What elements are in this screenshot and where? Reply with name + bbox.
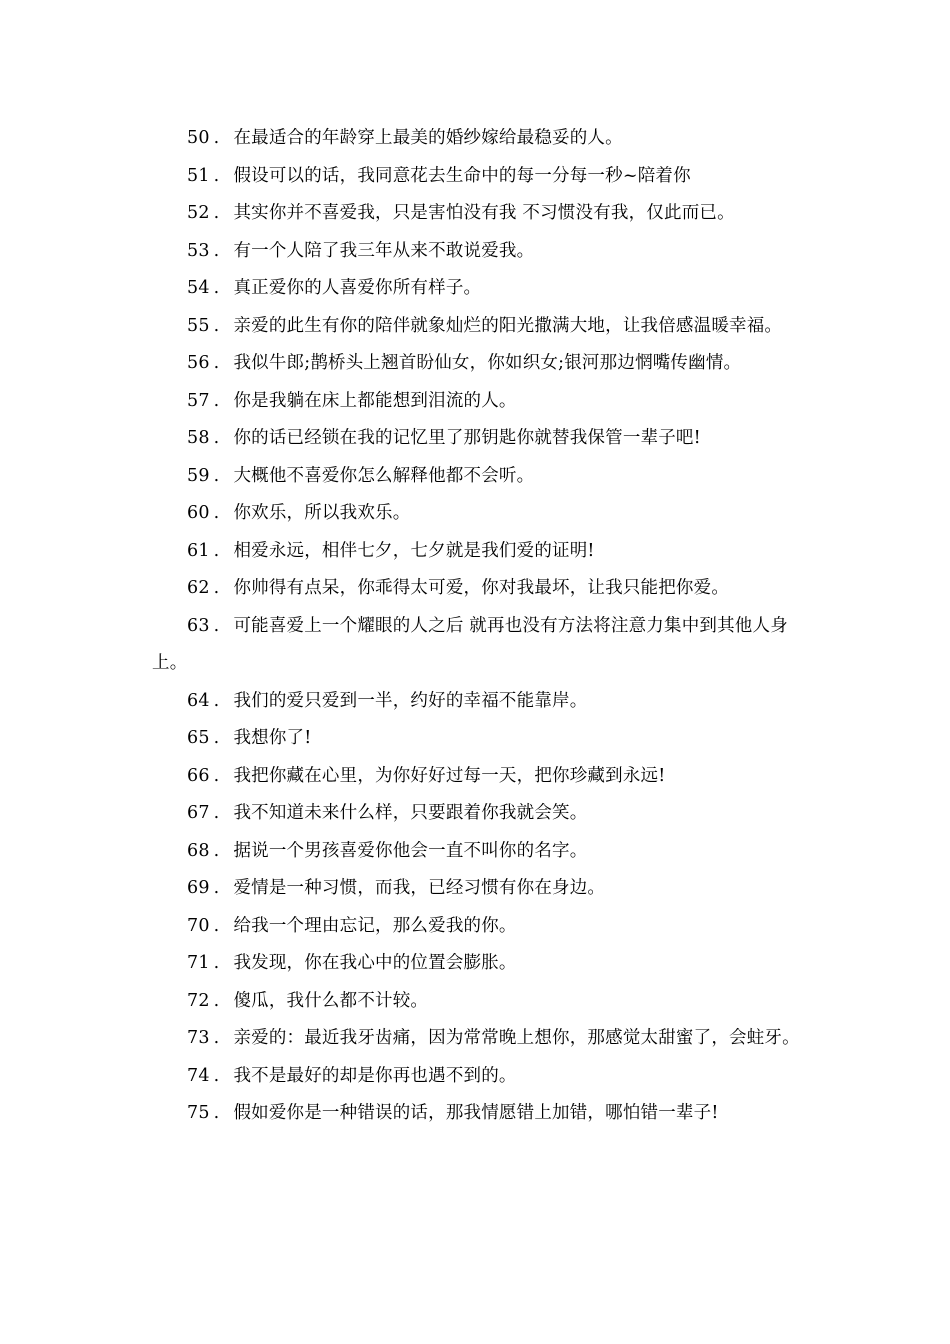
item-separator: . [213, 615, 220, 636]
item-separator: . [213, 240, 220, 261]
item-text: 假设可以的话，我同意花去生命中的每一分每一秒~陪着你 [233, 165, 691, 186]
item-separator: . [213, 578, 220, 598]
item-separator: . [213, 203, 220, 223]
list-item [152, 195, 802, 233]
item-text: 我们的爱只爱到一半，约好的幸福不能靠岸。 [233, 690, 588, 711]
item-separator: . [213, 1103, 220, 1123]
list-item [152, 533, 802, 571]
list-item [152, 983, 802, 1021]
item-text: 我不知道未来什么样，只要跟着你我就会笑。 [233, 803, 588, 823]
item-text: 有一个人陪了我三年从来不敢说爱我。 [233, 240, 535, 261]
item-text: 我想你了! [233, 728, 312, 748]
item-text: 你欢乐，所以我欢乐。 [233, 503, 411, 523]
item-number: 67 [187, 803, 210, 823]
item-number: 65 [187, 728, 210, 748]
item-separator: . [213, 165, 220, 186]
item-text: 亲爱的此生有你的陪伴就象灿烂的阳光撒满大地，让我倍感温暖幸福。 [233, 315, 783, 336]
item-number: 72 [187, 990, 210, 1011]
list-item [152, 870, 802, 908]
item-separator: . [213, 1028, 220, 1048]
list-item [152, 345, 802, 383]
list-item [152, 1020, 802, 1058]
item-number: 75 [187, 1103, 210, 1123]
item-number: 69 [187, 878, 210, 898]
list-item [152, 158, 802, 196]
item-text: 给我一个理由忘记，那么爱我的你。 [233, 915, 517, 936]
item-separator: . [213, 840, 220, 861]
item-number: 73 [187, 1028, 210, 1048]
item-number: 66 [187, 765, 210, 786]
item-separator: . [213, 315, 220, 336]
item-separator: . [213, 690, 220, 711]
item-number: 68 [187, 840, 210, 861]
list-item [152, 308, 802, 346]
item-text: 我似牛郎;鹊桥头上翘首盼仙女，你如织女;银河那边惘嘴传幽情。 [233, 353, 742, 373]
list-item [152, 833, 802, 871]
item-text: 我不是最好的却是你再也遇不到的。 [233, 1065, 517, 1086]
list-item [152, 420, 802, 458]
list-item [152, 270, 802, 308]
item-text: 据说一个男孩喜爱你他会一直不叫你的名字。 [233, 840, 588, 861]
item-number: 52 [187, 203, 210, 223]
item-separator: . [213, 353, 220, 373]
item-separator: . [213, 465, 220, 486]
item-text: 我发现，你在我心中的位置会膨胀。 [233, 953, 517, 973]
item-separator: . [213, 128, 220, 148]
item-text: 我把你藏在心里，为你好好过每一天，把你珍藏到永远! [233, 765, 666, 786]
item-text: 假如爱你是一种错误的话，那我情愿错上加错，哪怕错一辈子! [233, 1103, 719, 1123]
item-text: 爱情是一种习惯，而我，已经习惯有你在身边。 [233, 878, 606, 898]
item-text: 你的话已经锁在我的记忆里了那钥匙你就替我保管一辈子吧! [233, 428, 701, 448]
item-number: 57 [187, 390, 210, 411]
item-separator: . [213, 765, 220, 786]
item-text: 大概他不喜爱你怎么解释他都不会听。 [233, 465, 535, 486]
item-text: 你帅得有点呆，你乖得太可爱，你对我最坏，让我只能把你爱。 [233, 578, 730, 598]
list-item [152, 570, 802, 608]
list-item [152, 758, 802, 796]
item-separator: . [213, 915, 220, 936]
item-number: 63 [187, 615, 210, 636]
item-separator: . [213, 278, 220, 298]
item-number: 70 [187, 915, 210, 936]
item-number: 53 [187, 240, 210, 261]
item-number: 60 [187, 503, 210, 523]
item-separator: . [213, 390, 220, 411]
item-number: 55 [187, 315, 210, 336]
item-number: 59 [187, 465, 210, 486]
item-number: 71 [187, 953, 210, 973]
item-text: 真正爱你的人喜爱你所有样子。 [233, 278, 482, 298]
item-separator: . [213, 540, 220, 561]
list-item [152, 608, 802, 683]
item-number: 61 [187, 540, 210, 561]
item-separator: . [213, 953, 220, 973]
item-number: 56 [187, 353, 210, 373]
item-number: 51 [187, 165, 210, 186]
item-separator: . [213, 803, 220, 823]
item-text: 可能喜爱上一个耀眼的人之后 就再也没有方法将注意力集中到其他人身上。 [152, 615, 788, 673]
list-item [152, 1058, 802, 1096]
item-text: 其实你并不喜爱我，只是害怕没有我 不习惯没有我，仅此而已。 [233, 203, 735, 223]
item-separator: . [213, 1065, 220, 1086]
list-item [152, 383, 802, 421]
item-text: 傻瓜，我什么都不计较。 [233, 990, 429, 1011]
item-text: 在最适合的年龄穿上最美的婚纱嫁给最稳妥的人。 [233, 128, 623, 148]
list-item [152, 683, 802, 721]
item-number: 50 [187, 128, 210, 148]
list-item [152, 1095, 802, 1133]
item-text: 亲爱的：最近我牙齿痛，因为常常晚上想你，那感觉太甜蜜了，会蛀牙。 [233, 1028, 800, 1048]
item-text: 你是我躺在床上都能想到泪流的人。 [233, 390, 517, 411]
list-item [152, 908, 802, 946]
list-item [152, 795, 802, 833]
item-number: 74 [187, 1065, 210, 1086]
item-number: 64 [187, 690, 210, 711]
numbered-list [152, 120, 802, 1133]
item-separator: . [213, 878, 220, 898]
item-text: 相爱永远，相伴七夕，七夕就是我们爱的证明! [233, 540, 595, 561]
list-item [152, 120, 802, 158]
list-item [152, 458, 802, 496]
list-item [152, 720, 802, 758]
item-separator: . [213, 428, 220, 448]
item-number: 58 [187, 428, 210, 448]
item-separator: . [213, 728, 220, 748]
item-number: 54 [187, 278, 210, 298]
item-separator: . [213, 990, 220, 1011]
item-separator: . [213, 503, 220, 523]
item-number: 62 [187, 578, 210, 598]
list-item [152, 945, 802, 983]
list-item [152, 233, 802, 271]
list-item [152, 495, 802, 533]
